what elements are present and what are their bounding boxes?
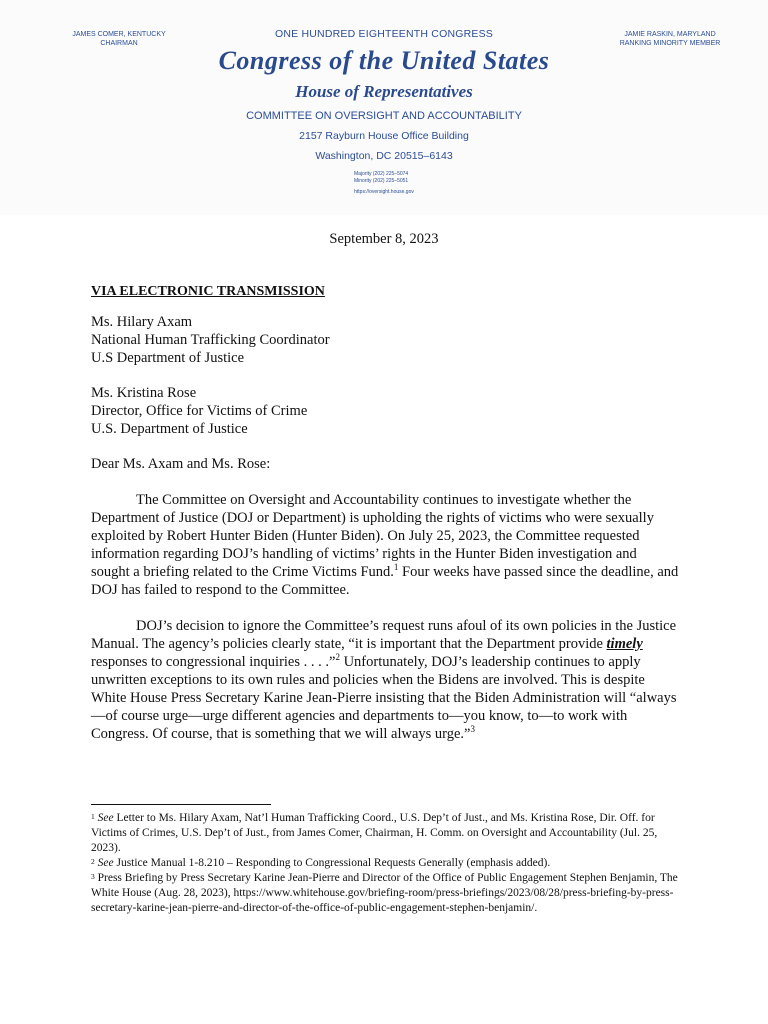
phone-numbers <box>354 171 408 185</box>
footnote-number: 2 <box>91 857 95 866</box>
letterhead-title: Congress of the United States <box>218 46 550 75</box>
letter-date: September 8, 2023 <box>329 231 439 247</box>
emphasis-timely: timely <box>606 636 643 652</box>
footnote-divider <box>91 804 271 805</box>
ranking-member-name: JAMIE RASKIN, MARYLAND <box>624 31 716 38</box>
salutation: Dear Ms. Axam and Ms. Rose: <box>91 456 271 472</box>
office-city: Washington, DC 20515–6143 <box>315 150 453 162</box>
recipient-org: U.S Department of Justice <box>91 350 245 366</box>
recipient-name: Ms. Kristina Rose <box>91 385 197 401</box>
footnote-text: Justice Manual 1-8.210 – Responding to Congressional Requests Generally (emphasis added). <box>113 857 551 869</box>
footnote-ref: 2 <box>335 652 340 663</box>
recipient-org: U.S. Department of Justice <box>91 421 248 437</box>
body-paragraph-1 <box>91 491 679 599</box>
website-url: https://oversight.house.gov <box>354 189 414 195</box>
office-address: 2157 Rayburn House Office Building <box>299 130 469 142</box>
paragraph-text: DOJ’s decision to ignore the Committee’s request runs afoul of its own policies in the Justice Manual. The agency’s policies clearly state, “it is important that the Department provide <box>91 618 677 652</box>
majority-phone: Majority (202) 225–5074 <box>354 171 409 177</box>
letterhead <box>0 0 768 215</box>
footnote-see: See <box>97 812 114 824</box>
paragraph-text: Four weeks have passed since the deadline, and DOJ has failed to respond to the Committee. <box>91 564 679 598</box>
ranking-member-role: RANKING MINORITY MEMBER <box>619 40 721 47</box>
recipient-block-1 <box>91 313 330 367</box>
footnote-1 <box>91 811 681 856</box>
recipient-name: Ms. Hilary Axam <box>91 314 193 330</box>
paragraph-text: Unfortunately, DOJ’s leadership continues to apply unwritten exceptions to its own rules and policies when the Bidens are involved. This is despite White House Press Secretary Karine Jean-Pierre insisting that the Biden Administration will “always—of course urge—urge different agencies and departments to—you know, to—to work with Congress. Of course, that is something that we will always urge.” <box>91 654 677 742</box>
house-title: House of Representatives <box>295 82 473 101</box>
minority-phone: Minority (202) 225–5051 <box>354 178 409 184</box>
recipient-title: Director, Office for Victims of Crime <box>91 403 308 419</box>
footnote-see: See <box>97 857 114 869</box>
footnote-text: Letter to Ms. Hilary Axam, Nat’l Human Trafficking Coord., U.S. Dep’t of Just., and Ms. Kristina Rose, Dir. Off. for Victims of Crimes, U.S. Dep’t of Just., from James Comer, Chairman, H. Comm. on Oversight and Accountability (Jul. 25, 2023). <box>91 812 658 854</box>
paragraph-text: The Committee on Oversight and Accountability continues to investigate whether the Department of Justice (DOJ or Department) is upholding the rights of victims who were sexually exploited by Robert Hunter Biden (Hunter Biden). On July 25, 2023, the Committee requested information regarding DOJ’s handling of victims’ rights in the Hunter Biden investigation and sought a briefing related to the Crime Victims Fund. <box>91 492 654 580</box>
committee-name: COMMITTEE ON OVERSIGHT AND ACCOUNTABILITY <box>246 110 522 122</box>
footnote-ref: 1 <box>393 562 399 573</box>
footnote-2 <box>91 856 681 871</box>
footnotes <box>91 811 681 916</box>
chairman-role: CHAIRMAN <box>100 40 138 47</box>
congress-number: ONE HUNDRED EIGHTEENTH CONGRESS <box>275 28 493 40</box>
via-line: VIA ELECTRONIC TRANSMISSION <box>91 284 325 299</box>
recipient-title: National Human Trafficking Coordinator <box>91 332 330 348</box>
paragraph-text: responses to congressional inquiries . . . .” <box>91 654 336 670</box>
chairman-name: JAMES COMER, KENTUCKY <box>72 31 166 38</box>
footnote-number: 3 <box>91 872 95 881</box>
footnote-ref: 3 <box>470 724 475 735</box>
body-paragraph-2 <box>91 617 679 743</box>
footnote-3 <box>91 871 681 916</box>
recipient-block-2 <box>91 384 307 438</box>
footnote-text: Press Briefing by Press Secretary Karine Jean-Pierre and Director of the Office of Public Engagement Stephen Benjamin, The White House (Aug. 28, 2023), https://www.whitehouse.gov/briefing-room/press-briefings/2023/08/28/press-briefing-by-press-secretary-karine-jean-pierre-and-director-of-the-office-of-public-engagement-stephen-benjamin/. <box>91 872 678 914</box>
footnote-number: 1 <box>91 812 95 821</box>
